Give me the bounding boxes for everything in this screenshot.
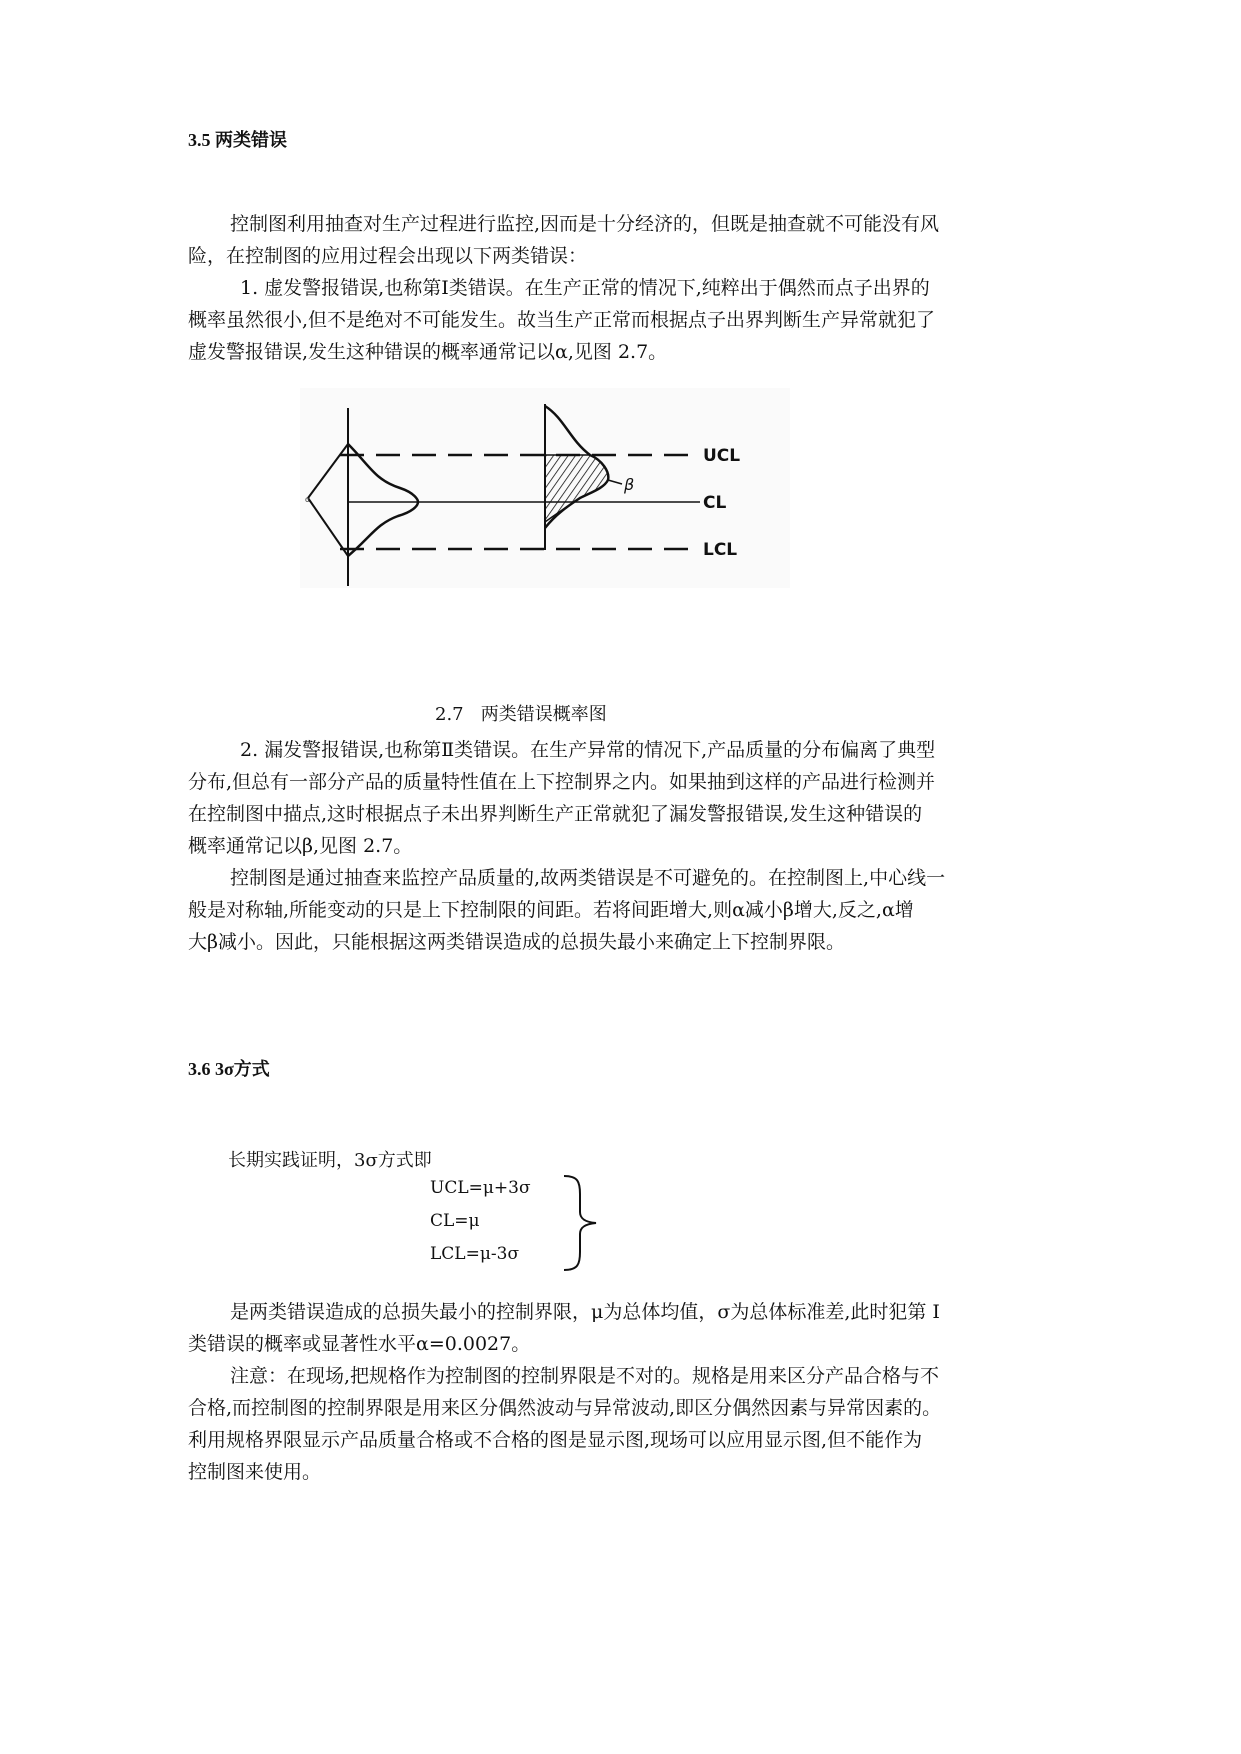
- cl-label: CL: [703, 493, 727, 513]
- section-heading-3-6: 3.6 3σ方式: [188, 1059, 270, 1079]
- two-error-probability-figure: [300, 388, 790, 588]
- equation-intro: 长期实践证明，3σ方式即: [228, 1150, 432, 1171]
- text-line: 险，在控制图的应用过程会出现以下两类错误：: [188, 245, 588, 267]
- text-line: 1. 虚发警报错误,也称第Ⅰ类错误。在生产正常的情况下,纯粹出于偶然而点子出界的: [240, 277, 930, 299]
- equation-cl: CL=μ: [430, 1211, 480, 1231]
- text-line: 控制图是通过抽查来监控产品质量的,故两类错误是不可避免的。在控制图上,中心线一: [230, 867, 946, 889]
- text-line: 注意：在现场,把规格作为控制图的控制界限是不对的。规格是用来区分产品合格与不: [230, 1365, 940, 1387]
- figure-caption: 2.7 两类错误概率图: [435, 704, 607, 725]
- intro-paragraph: [188, 208, 1058, 368]
- equation-brace: [560, 1172, 610, 1274]
- equation-ucl: UCL=μ+3σ: [430, 1178, 531, 1198]
- text-line: 般是对称轴,所能变动的只是上下控制限的间距。若将间距增大,则α减小β增大,反之,α增: [188, 899, 914, 921]
- text-line: 2. 漏发警报错误,也称第Ⅱ类错误。在生产异常的情况下,产品质量的分布偏离了典型: [240, 739, 936, 761]
- item2-paragraph: [188, 734, 1058, 958]
- section-heading-3-5: 3.5 两类错误: [188, 130, 287, 150]
- text-line: 类错误的概率或显著性水平α=0.0027。: [188, 1333, 531, 1355]
- text-line: 大β减小。因此，只能根据这两类错误造成的总损失最小来确定上下控制界限。: [188, 931, 845, 953]
- text-line: 在控制图中描点,这时根据点子未出界判断生产正常就犯了漏发警报错误,发生这种错误的: [188, 803, 923, 825]
- text-line: 利用规格界限显示产品质量合格或不合格的图是显示图,现场可以应用显示图,但不能作为: [188, 1429, 923, 1451]
- alpha-label: α: [305, 495, 311, 504]
- text-line: 概率通常记以β,见图 2.7。: [188, 835, 413, 857]
- text-line: 合格,而控制图的控制界限是用来区分偶然波动与异常波动,即区分偶然因素与异常因素的。: [188, 1397, 942, 1419]
- ucl-label: UCL: [703, 446, 741, 466]
- after-equation-paragraph: [188, 1296, 1058, 1488]
- text-line: 控制图来使用。: [188, 1461, 322, 1483]
- lcl-label: LCL: [703, 540, 738, 560]
- text-line: 虚发警报错误,发生这种错误的概率通常记以α,见图 2.7。: [188, 341, 668, 363]
- text-line: 分布,但总有一部分产品的质量特性值在上下控制界之内。如果抽到这样的产品进行检测并: [188, 771, 936, 793]
- equation-lcl: LCL=μ-3σ: [430, 1244, 520, 1264]
- text-line: 控制图利用抽查对生产过程进行监控,因而是十分经济的，但既是抽查就不可能没有风: [230, 213, 940, 235]
- text-line: 是两类错误造成的总损失最小的控制界限，μ为总体均值，σ为总体标准差,此时犯第 Ⅰ: [230, 1301, 940, 1323]
- text-line: 概率虽然很小,但不是绝对不可能发生。故当生产正常而根据点子出界判断生产异常就犯了: [188, 309, 936, 331]
- beta-label: β: [624, 475, 635, 494]
